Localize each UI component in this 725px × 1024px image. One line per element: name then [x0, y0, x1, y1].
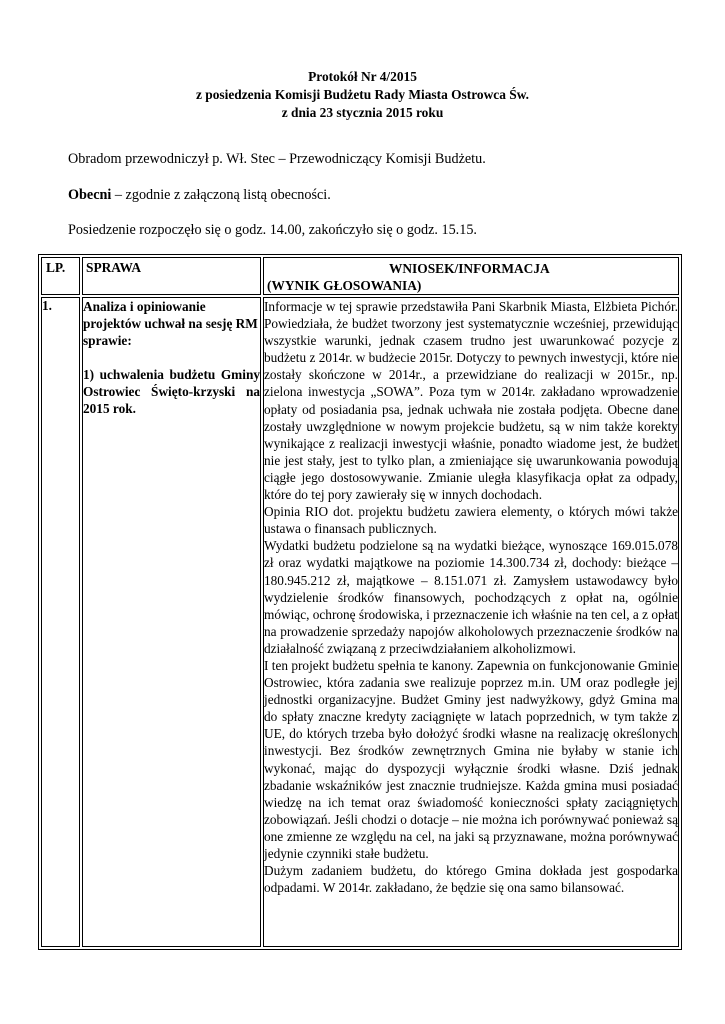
topic-item: 1) uchwalenia budżetu Gminy Ostrowiec Święto-krzyski na 2015 rok.: [83, 367, 260, 417]
present-text: – zgodnie z załączoną listą obecności.: [111, 187, 331, 203]
topic-title: Analiza i opiniowanie projektów uchwał na sesję RM sprawie:: [83, 299, 258, 349]
info-paragraph: Wydatki budżetu podzielone są na wydatki bieżące, wynoszące 169.015.078 zł oraz wydatki majątkowe na poziomie 14.300.734 zł, dochody: bieżące – 180.945.212 zł, majątkowe – 8.151.071 zł. Zamysłem ustawodawcy było wydzielenie środków finansowych, pochodzących z opłat na, ogólnie mówiąc, ochronę środowiska, i przeznaczenie ich właśnie na ten cel, a z opłat na prowadzenie sprzedaży napojów alkoholowych przeznaczenie środków na działalność związaną z przeciwdziałaniem alkoholizmowi.: [264, 538, 678, 656]
title-line-1: Protokół Nr 4/2015: [308, 69, 417, 84]
info-paragraph: Opinia RIO dot. projektu budżetu zawiera elementy, o których mówi także ustawa o finansach publicznych.: [264, 504, 678, 537]
header-wniosek: [263, 257, 679, 295]
chair-paragraph: Obradom przewodniczył p. Wł. Stec – Przewodniczący Komisji Budżetu.: [68, 151, 486, 167]
present-label: Obecni: [68, 187, 112, 203]
header-wniosek-line-2: (WYNIK GŁOSOWANIA): [267, 278, 422, 293]
header-lp: LP.: [41, 257, 80, 295]
present-paragraph: [68, 186, 331, 204]
time-paragraph: Posiedzenie rozpoczęło się o godz. 14.00, zakończyło się o godz. 15.15.: [68, 222, 477, 238]
table-row: [41, 297, 679, 947]
title-line-3: z dnia 23 stycznia 2015 roku: [281, 105, 444, 120]
row-information: [263, 297, 679, 947]
table-header-row: [41, 257, 679, 295]
header-wniosek-line-1: WNIOSEK/INFORMACJA: [389, 261, 550, 276]
info-paragraph: I ten projekt budżetu spełnia te kanony. Zapewnia on funkcjonowanie Gminie Ostrowiec, która zadania swe realizuje poprzez m.in. UM oraz podległe jej jednostki organizacyjne. Budżet Gminy jest nadwyżkowy, gdyż Gmina ma do spłaty znaczne kredyty zaciągnięte w latach poprzednich, w tym także z UE, do których trzeba było dołożyć środki własne na realizację określonych inwestycji. Bez środków zewnętrznych Gmina nie byłaby w stanie ich wykonać, mając do dyspozycji wyłącznie środki własne. Dziś jednak zbadanie wskaźników jest znacznie trudniejsze. Każda gmina musi posiadać wiedzę na ich temat oraz świadomość konieczności spłaty zaciągniętych zobowiązań. Jeśli chodzi o dotacje – nie można ich porównywać ponieważ są one zmienne ze względu na cel, na jaki są przyznawane, można porównywać jedynie czynniki stałe budżetu.: [264, 657, 678, 861]
info-paragraph: Dużym zadaniem budżetu, do którego Gmina dokłada jest gospodarka odpadami. W 2014r. zakładano, że będzie się ona samo bilansować.: [264, 863, 678, 896]
title-line-2: z posiedzenia Komisji Budżetu Rady Miasta Ostrowca Św.: [195, 87, 530, 102]
info-paragraph: Informacje w tej sprawie przedstawiła Pani Skarbnik Miasta, Elżbieta Pichór. Powiedziała, że budżet tworzony jest systematycznie wcześniej, przewidując wszystkie warunki, jednak czasem trudno jest uwarunkować pozycje z budżetu z 2014r. w budżecie 2015r. Dotyczy to pewnych inwestycji, które nie zostały skończone w 2014r., a przewidziane do realizacji w 2015r., np. zielona inwestycja „SOWA”. Poza tym w 2014r. zakładano wprowadzenie opłaty od posiadania psa, jednak uchwała nie została podjęta. Obecne dane zostały uwzględnione w nowym projekcie budżetu, są w nim także korekty wynikające z realizacji inwestycji właśnie, ponadto wiadome jest, że budżet nie jest stały, jest to tylko plan, a zmieniające się uwarunkowania powodują ciągłe jego dostosowywanie. Zmianie uległa klasyfikacja opłat za odpady, które do tej pory zawierały się w innych dochodach.: [264, 299, 678, 503]
document-title: [0, 68, 725, 122]
row-topic: [82, 297, 261, 947]
minutes-table: [38, 254, 682, 950]
header-sprawa: SPRAWA: [82, 257, 261, 295]
row-number: 1.: [41, 297, 80, 947]
